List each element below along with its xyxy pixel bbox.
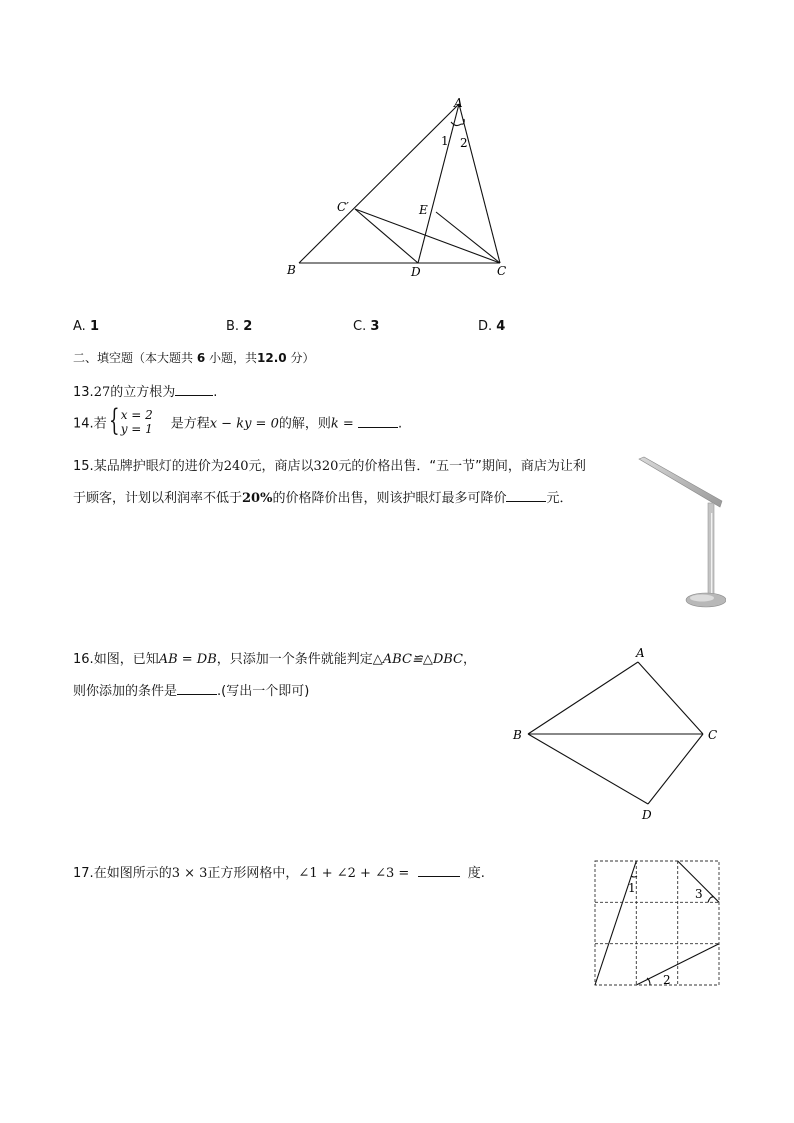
section-title-part2: 小题，共 xyxy=(209,351,258,365)
q14-end: . xyxy=(397,416,403,432)
lamp-pole-highlight xyxy=(711,513,712,595)
q15-cost: 240 xyxy=(223,459,249,474)
q15-line2a: 于顾客，计划以利润率不低于 xyxy=(73,491,243,506)
question-14 xyxy=(73,403,403,438)
label-angle-2: 2 xyxy=(663,973,671,987)
q14-k-var: k xyxy=(330,416,339,432)
lamp-base-highlight xyxy=(690,595,714,602)
q14-number: 14. xyxy=(73,416,94,432)
q17-text-c: 度. xyxy=(467,866,485,881)
q16-given: AB = DB xyxy=(158,652,217,667)
label-angle-2: 2 xyxy=(460,136,468,150)
question-17 xyxy=(73,862,485,881)
choice-d-value: 4 xyxy=(496,319,506,334)
question-16-line1 xyxy=(73,648,476,667)
q16-line1c: ， xyxy=(462,652,476,667)
section-title-part3: 分） xyxy=(290,351,315,365)
label-C: C xyxy=(708,728,718,742)
segment-AC xyxy=(459,104,500,263)
q13-base: 27 xyxy=(93,385,111,400)
q15-number: 15. xyxy=(73,459,94,474)
angle-arc-3 xyxy=(708,897,714,902)
q15-answer-blank[interactable] xyxy=(506,489,546,502)
lamp-head-icon xyxy=(639,457,722,507)
desk-lamp-image xyxy=(636,455,726,613)
q17-answer-blank[interactable] xyxy=(418,864,460,877)
q17-expression: ∠1 + ∠2 + ∠3 = xyxy=(298,866,410,881)
q16-number: 16. xyxy=(73,652,94,667)
label-A: A xyxy=(454,96,463,110)
label-C: C xyxy=(497,264,507,278)
q15-line1c: 元的价格出售．“五一节”期间，商店为让利 xyxy=(338,459,586,474)
segment-DC xyxy=(648,734,703,804)
angle-arc-1 xyxy=(451,122,461,126)
angle-arc-1 xyxy=(631,876,637,877)
q16-answer-blank[interactable] xyxy=(177,682,217,695)
q14-sys-row1: x = 2 xyxy=(120,408,153,422)
q14-equation: x − ky = 0 xyxy=(209,416,279,432)
segment-EC xyxy=(436,212,500,263)
segment-diagonal-1 xyxy=(595,861,636,985)
choice-d xyxy=(478,319,505,334)
q14-text-if: 若 xyxy=(93,416,107,432)
q14-eq-sign: = xyxy=(342,416,354,432)
segment-CprimeC xyxy=(355,209,500,263)
label-angle-1: 1 xyxy=(628,881,636,895)
triangle-figure xyxy=(280,92,520,282)
segment-BA xyxy=(528,662,638,734)
q17-grid-size: 3 × 3 xyxy=(171,866,208,881)
q14-text-mid: 是方程 xyxy=(170,416,210,432)
choice-a-letter: A. xyxy=(73,319,86,334)
label-D: D xyxy=(642,808,652,822)
label-angle-1: 1 xyxy=(441,134,449,148)
q16-line2b: .(写出一个即可) xyxy=(217,684,310,699)
segment-AC xyxy=(638,662,703,734)
choice-c-letter: C. xyxy=(353,319,367,334)
segment-CprimeD xyxy=(355,209,418,263)
choice-d-letter: D. xyxy=(478,319,493,334)
label-D: D xyxy=(411,265,421,279)
q15-line1b: 元，商店以 xyxy=(248,459,314,474)
segment-AD xyxy=(418,104,459,263)
q16-line1a: 如图，已知 xyxy=(93,652,159,667)
section-count: 6 xyxy=(196,351,206,365)
choice-b-letter: B. xyxy=(226,319,240,334)
question-15-line2 xyxy=(73,487,573,506)
section-score: 12.0 xyxy=(257,351,287,365)
choice-a xyxy=(73,319,99,334)
dashed-grid xyxy=(595,861,719,985)
q16-congruence: △ABC≌△DBC xyxy=(372,652,463,667)
choice-b-value: 2 xyxy=(243,319,253,334)
label-C-prime: C′ xyxy=(337,200,349,214)
choice-b xyxy=(226,319,252,334)
label-A: A xyxy=(636,646,645,660)
q17-text-b: 正方形网格中， xyxy=(207,866,299,881)
grid-figure xyxy=(592,858,724,990)
label-B: B xyxy=(287,263,296,277)
q16-line2a: 则你添加的条件是 xyxy=(73,684,178,699)
q16-line1b: ，只添加一个条件就能判定 xyxy=(216,652,373,667)
section-title xyxy=(73,349,315,366)
q15-line2c: 元． xyxy=(546,491,573,506)
q15-line1a: 某品牌护眼灯的进价为 xyxy=(93,459,224,474)
question-16-line2 xyxy=(73,680,309,699)
q13-number: 13. xyxy=(73,385,94,400)
kite-figure xyxy=(508,642,728,827)
segment-BD xyxy=(528,734,648,804)
q15-price: 320 xyxy=(313,459,339,474)
section-title-part1: 二、填空题（本大题共 xyxy=(73,351,194,365)
choice-c-value: 3 xyxy=(370,319,380,334)
q14-answer-blank[interactable] xyxy=(358,415,398,428)
angle-arc-2 xyxy=(647,978,650,985)
question-15-line1 xyxy=(73,455,586,474)
q14-text-sol: 的解，则 xyxy=(278,416,331,432)
q13-answer-blank[interactable] xyxy=(175,383,213,396)
choice-a-value: 1 xyxy=(89,319,99,334)
q14-equation-system xyxy=(108,403,169,438)
q13-text: 的立方根为 xyxy=(110,385,176,400)
q15-rate: 20% xyxy=(242,491,273,506)
choice-c xyxy=(353,319,379,334)
label-E: E xyxy=(419,203,428,217)
question-13 xyxy=(73,381,217,400)
q13-end: . xyxy=(213,385,218,400)
q14-brace-icon: { xyxy=(108,403,120,438)
label-B: B xyxy=(513,728,522,742)
label-angle-3: 3 xyxy=(695,887,703,901)
q17-number: 17. xyxy=(73,866,94,881)
q14-sys-row2: y = 1 xyxy=(120,422,153,436)
q15-line2b: 的价格降价出售，则该护眼灯最多可降价 xyxy=(272,491,507,506)
q17-text-a: 在如图所示的 xyxy=(93,866,172,881)
